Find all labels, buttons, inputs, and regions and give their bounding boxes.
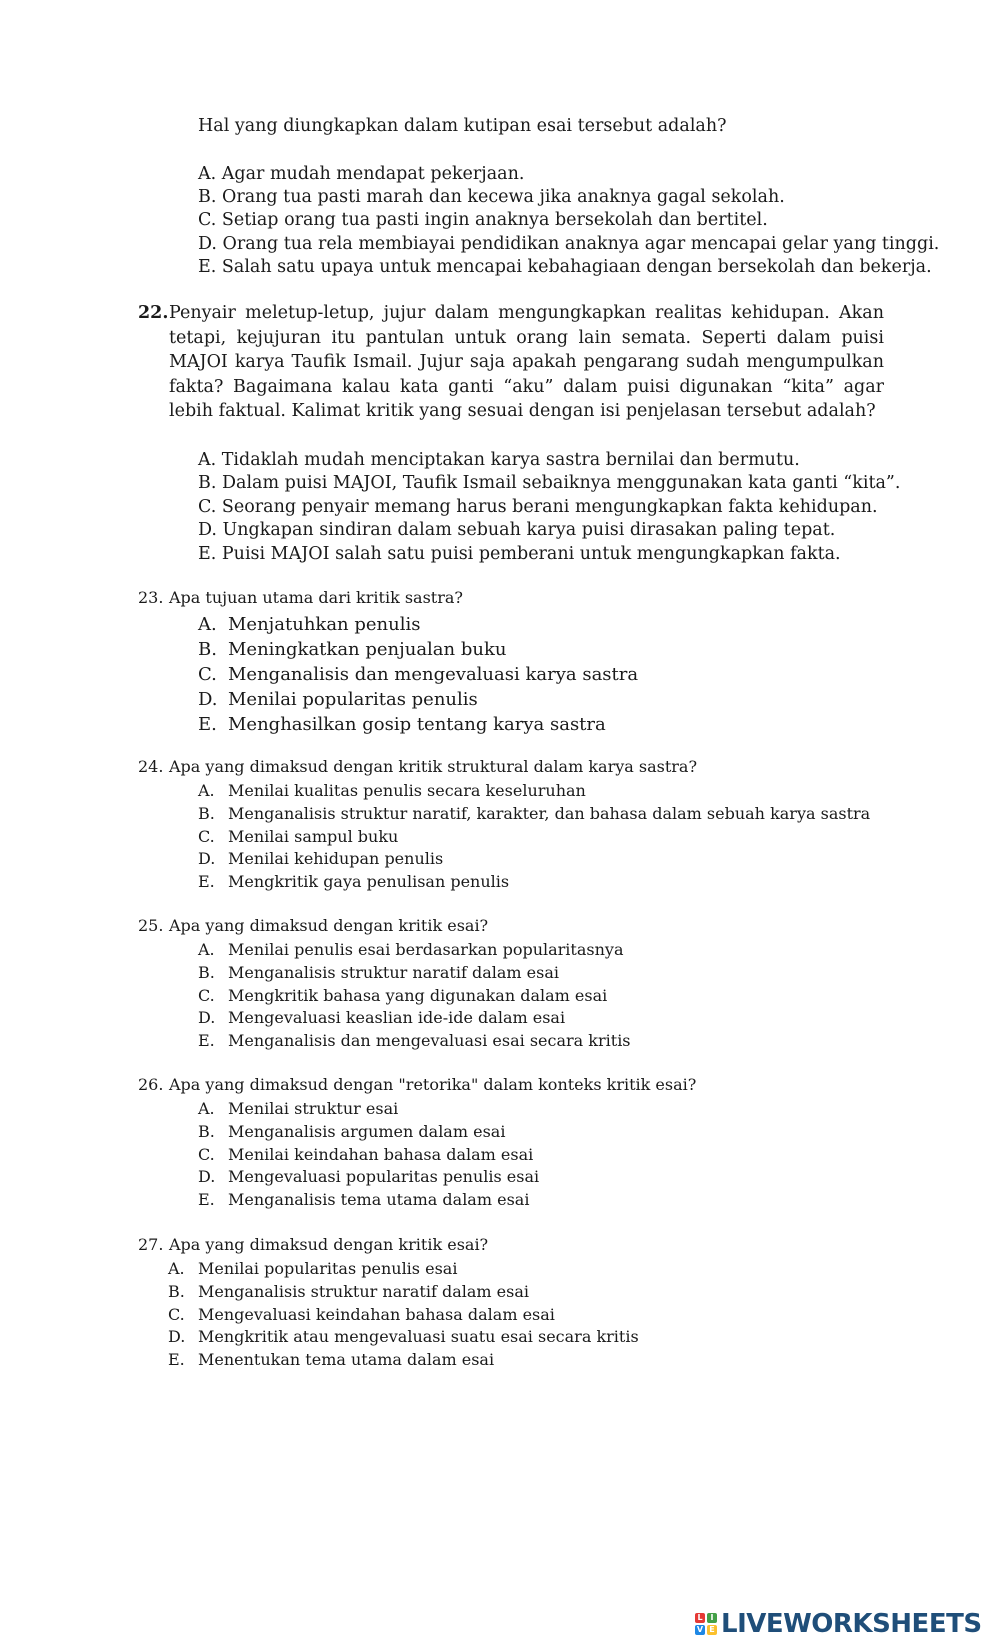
q22-option-d[interactable]: D. Ungkapan sindiran dalam sebuah karya puisi dirasakan paling tepat. [198, 520, 836, 541]
q25-options [198, 939, 631, 1053]
q23-option-b[interactable] [198, 637, 638, 662]
option-letter: E. [198, 1031, 215, 1051]
option-letter: D. [198, 1008, 216, 1028]
q25-option-d[interactable] [198, 1007, 631, 1030]
q27-option-d[interactable] [168, 1326, 639, 1349]
q26-option-d[interactable] [198, 1166, 539, 1189]
option-letter: C. [168, 1304, 185, 1324]
q24-option-b[interactable] [198, 803, 870, 826]
option-text: Menganalisis struktur naratif dalam esai [228, 962, 560, 982]
option-text: Menilai kehidupan penulis [228, 849, 444, 869]
q26-option-a[interactable] [198, 1098, 539, 1121]
q26-question-text: Apa yang dimaksud dengan "retorika" dalam konteks kritik esai? [169, 1075, 697, 1094]
q27-option-b[interactable] [168, 1281, 639, 1304]
option-text: Meningkatkan penjualan buku [228, 639, 507, 660]
q26-option-b[interactable] [198, 1121, 539, 1144]
q26-options [198, 1098, 539, 1212]
q21-option-e[interactable]: E. Salah satu upaya untuk mencapai kebahagiaan dengan bersekolah dan bekerja. [198, 256, 932, 277]
q24-option-e[interactable] [198, 871, 870, 894]
q25-question [138, 916, 488, 935]
q22-number: 22. [138, 303, 169, 323]
option-text: Mengevaluasi keaslian ide-ide dalam esai [228, 1008, 566, 1028]
q25-question-text: Apa yang dimaksud dengan kritik esai? [169, 916, 489, 935]
q27-question [138, 1235, 488, 1254]
option-letter: E. [198, 1190, 215, 1210]
q26-question [138, 1075, 696, 1094]
option-letter: C. [198, 826, 215, 846]
q24-option-a[interactable] [198, 780, 870, 803]
q22-options [198, 449, 900, 566]
option-text: Mengkritik gaya penulisan penulis [228, 872, 510, 892]
q27-option-c[interactable] [168, 1304, 639, 1327]
q22 [138, 301, 884, 424]
q21-option-a[interactable]: A. Agar mudah mendapat pekerjaan. [198, 164, 525, 184]
q25-option-e[interactable] [198, 1030, 631, 1053]
option-text: Menilai popularitas penulis [228, 689, 478, 710]
option-text: Menilai sampul buku [228, 826, 399, 846]
option-text: Menilai popularitas penulis esai [198, 1259, 458, 1278]
q22-option-c[interactable]: C. Seorang penyair memang harus berani mengungkapkan fakta kehidupan. [198, 496, 878, 517]
q23-number: 23. [138, 588, 164, 607]
option-text: Menilai penulis esai berdasarkan popularitasnya [228, 940, 624, 959]
q26-option-e[interactable] [198, 1189, 539, 1212]
logo-text: LIVEWORKSHEETS [721, 1609, 982, 1639]
option-letter: D. [198, 1167, 216, 1187]
option-letter: A. [198, 1099, 215, 1118]
q22-option-a[interactable]: A. Tidaklah mudah menciptakan karya sastra bernilai dan bermutu. [198, 450, 800, 470]
option-text: Menganalisis tema utama dalam esai [228, 1190, 530, 1210]
option-letter: B. [198, 803, 215, 823]
option-letter: B. [198, 1121, 215, 1141]
q23-question-text: Apa tujuan utama dari kritik sastra? [169, 588, 463, 607]
logo-mark-v: V [696, 1625, 704, 1634]
option-text: Mengkritik bahasa yang digunakan dalam esai [228, 985, 608, 1005]
option-text: Menganalisis struktur naratif dalam esai [198, 1281, 530, 1301]
q23-option-c[interactable] [198, 662, 638, 687]
q27-option-e[interactable] [168, 1349, 639, 1372]
q27-question-text: Apa yang dimaksud dengan kritik esai? [169, 1235, 489, 1254]
option-text: Menilai kualitas penulis secara keseluruhan [228, 781, 586, 800]
option-text: Mengevaluasi popularitas penulis esai [228, 1167, 540, 1187]
option-letter: A. [198, 940, 215, 959]
liveworksheets-logo [695, 1609, 982, 1639]
option-text: Mengevaluasi keindahan bahasa dalam esai [198, 1304, 555, 1324]
q21-options [198, 163, 939, 279]
q27-number: 27. [138, 1235, 164, 1254]
q23-question [138, 588, 463, 607]
q25-number: 25. [138, 916, 164, 935]
option-letter: B. [198, 639, 217, 660]
q23-option-e[interactable] [198, 712, 638, 737]
logo-mark-l: L [695, 1613, 705, 1623]
q21-option-d[interactable]: D. Orang tua rela membiayai pendidikan anaknya agar mencapai gelar yang tinggi. [198, 233, 940, 254]
option-letter: D. [198, 849, 216, 869]
option-letter: D. [198, 689, 218, 710]
q22-option-b[interactable]: B. Dalam puisi MAJOI, Taufik Ismail sebaiknya menggunakan kata ganti “kita”. [198, 473, 901, 494]
option-text: Menjatuhkan penulis [228, 614, 421, 635]
option-text: Menentukan tema utama dalam esai [198, 1350, 495, 1370]
option-text: Menilai struktur esai [228, 1099, 399, 1118]
q21-option-c[interactable]: C. Setiap orang tua pasti ingin anaknya bersekolah dan bertitel. [198, 210, 768, 231]
q22-option-e[interactable]: E. Puisi MAJOI salah satu puisi pemberani untuk mengungkapkan fakta. [198, 543, 841, 564]
option-letter: A. [198, 781, 215, 800]
q25-option-b[interactable] [198, 962, 631, 985]
option-letter: E. [168, 1350, 185, 1370]
option-text: Menganalisis argumen dalam esai [228, 1121, 506, 1141]
option-text: Menganalisis struktur naratif, karakter, dan bahasa dalam sebuah karya sastra [228, 803, 871, 823]
q25-option-a[interactable] [198, 939, 631, 962]
q24-options [198, 780, 870, 894]
option-letter: A. [198, 614, 217, 635]
q22-text: Penyair meletup-letup, jujur dalam mengungkapkan realitas kehidupan. Akan tetapi, kejujuran itu pantulan untuk orang lain semata. Seperti dalam puisi MAJOI karya Taufik Ismail. Jujur saja apakah pengarang sudah mengumpulkan fakta? Bagaimana kalau kata ganti “aku” dalam puisi digunakan “kita” agar lebih faktual. Kalimat kritik yang sesuai dengan isi penjelasan tersebut adalah? [169, 303, 884, 421]
q24-number: 24. [138, 757, 164, 776]
option-letter: A. [168, 1259, 185, 1278]
q24-option-d[interactable] [198, 848, 870, 871]
option-text: Menganalisis dan mengevaluasi esai secara kritis [228, 1031, 631, 1051]
q21-option-b[interactable]: B. Orang tua pasti marah dan kecewa jika anaknya gagal sekolah. [198, 187, 785, 208]
option-text: Mengkritik atau mengevaluasi suatu esai secara kritis [198, 1327, 639, 1347]
q24-question [138, 757, 697, 776]
q24-option-c[interactable] [198, 826, 870, 849]
q21-stem: Hal yang diungkapkan dalam kutipan esai tersebut adalah? [198, 116, 727, 136]
q27-option-a[interactable] [168, 1258, 639, 1281]
logo-mark-i: I [707, 1613, 717, 1623]
option-letter: D. [168, 1327, 186, 1347]
option-letter: B. [168, 1281, 185, 1301]
q26-option-c[interactable] [198, 1144, 539, 1167]
option-text: Menghasilkan gosip tentang karya sastra [228, 714, 606, 735]
q23-option-d[interactable] [198, 687, 638, 712]
q23-option-a[interactable] [198, 612, 638, 637]
q24-question-text: Apa yang dimaksud dengan kritik struktural dalam karya sastra? [169, 757, 698, 776]
logo-mark-e: E [707, 1625, 717, 1635]
option-text: Menilai keindahan bahasa dalam esai [228, 1144, 534, 1164]
option-letter: E. [198, 714, 217, 735]
option-letter: C. [198, 664, 217, 685]
q27-options [168, 1258, 639, 1372]
option-letter: E. [198, 872, 215, 892]
option-text: Menganalisis dan mengevaluasi karya sastra [228, 664, 639, 685]
q23-options [198, 612, 638, 737]
option-letter: B. [198, 962, 215, 982]
q25-option-c[interactable] [198, 985, 631, 1008]
q26-number: 26. [138, 1075, 164, 1094]
option-letter: C. [198, 985, 215, 1005]
option-letter: C. [198, 1144, 215, 1164]
liveworksheets-logo-icon [695, 1613, 717, 1635]
